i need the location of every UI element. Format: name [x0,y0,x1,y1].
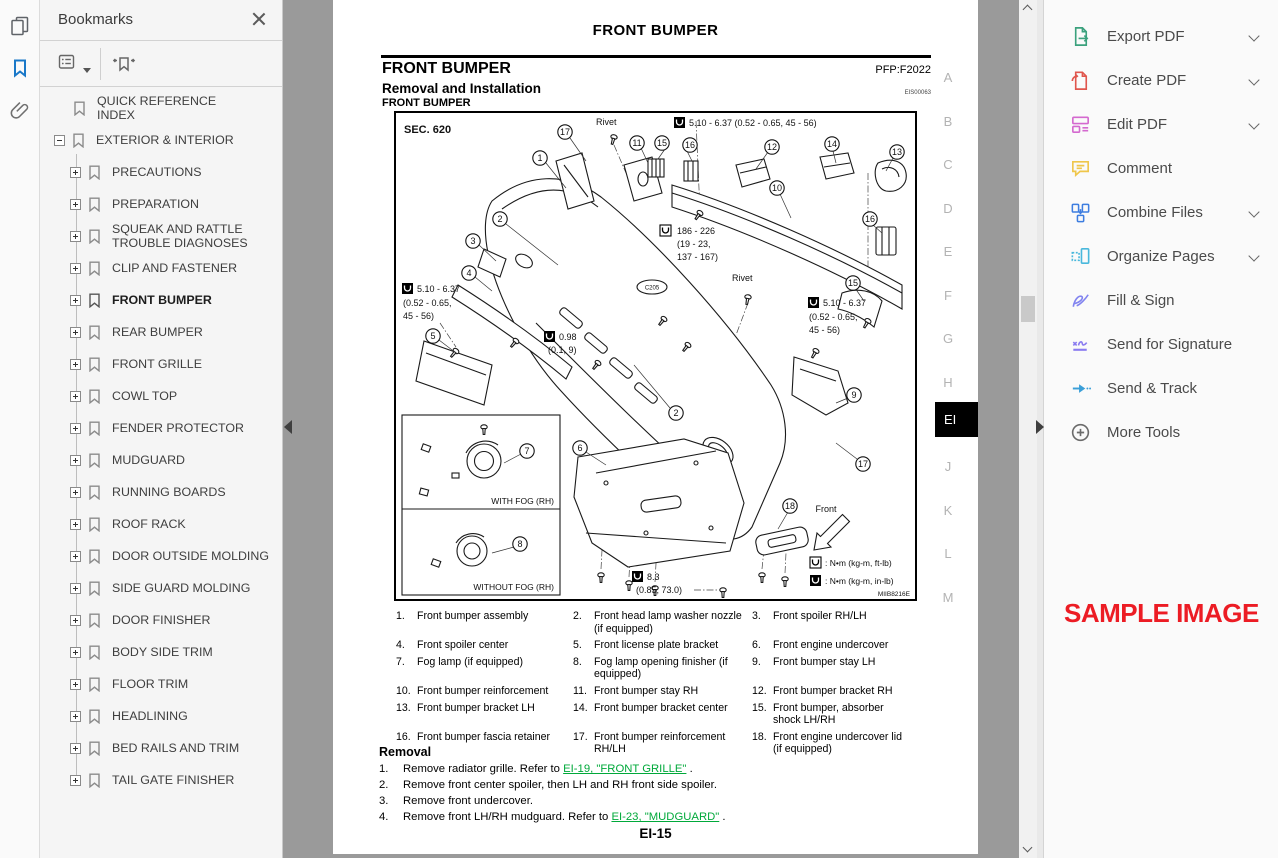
torque-spec: 186 - 226 [677,226,716,236]
part-name: Front engine undercover [773,639,889,652]
bookmark-item[interactable] [40,700,282,732]
tool-label: Combine Files [1107,203,1203,221]
tool-label: More Tools [1107,423,1181,441]
part-number: 5. [573,639,582,652]
part-name: Front bumper reinforcement [417,684,549,697]
tool-combine-files[interactable] [1044,190,1278,234]
bookmark-label: HEADLINING [112,708,188,723]
step-text-post: . [719,811,726,823]
index-letter: G [942,331,954,346]
part-entry [573,656,752,681]
bookmark-label: RUNNING BOARDS [112,484,226,499]
expand-plus-icon[interactable] [70,551,81,562]
step-number: 2. [379,779,389,791]
expand-current-bookmark-icon[interactable] [112,52,138,76]
bookmark-label: PREPARATION [112,196,199,211]
removal-heading: Removal [379,745,432,759]
callout-number: 3 [470,236,476,247]
step-text: Remove front center spoiler, then LH and RH front side spoiler. [403,779,717,791]
expand-plus-icon[interactable] [70,615,81,626]
bookmarks-toolbar [40,41,282,87]
expand-plus-icon[interactable] [70,359,81,370]
without-fog-caption: WITHOUT FOG (RH) [473,582,554,592]
bookmark-icon [88,421,101,436]
active-section-tab: EI [935,402,978,437]
torque-spec: (0.85, 73.0) [636,585,683,595]
bookmark-item[interactable] [40,220,282,252]
bookmark-label: FENDER PROTECTOR [112,420,244,435]
bookmark-icon [88,325,101,340]
bookmark-item[interactable] [40,412,282,444]
tool-edit-pdf[interactable] [1044,102,1278,146]
combine-files-icon [1069,201,1092,224]
close-icon[interactable] [250,10,268,28]
pdf-page [333,0,978,854]
callout-number: 16 [864,214,876,225]
page-header-title: FRONT BUMPER [592,22,719,39]
part-number: 8. [573,655,582,668]
expand-plus-icon[interactable] [70,775,81,786]
part-name: Front bumper bracket center [594,701,728,714]
part-number: 6. [752,639,761,652]
callout-number: 2 [497,214,503,225]
part-entry [573,685,752,698]
torque-spec: (0.1, 9) [548,345,577,355]
removal-step [379,761,924,777]
diagram-figure [396,113,915,599]
expand-plus-icon[interactable] [70,167,81,178]
pfp-code: PFP:F2022 [875,64,931,76]
tool-label: Create PDF [1107,71,1187,89]
expand-plus-icon[interactable] [70,487,81,498]
index-letter: D [943,200,953,216]
reference-link[interactable]: EI-23, "MUDGUARD" [611,811,720,823]
collapse-tools-arrow[interactable] [1036,420,1044,434]
tool-fill-sign[interactable] [1044,278,1278,322]
part-name: Front engine undercover lid (if equipped) [773,730,902,756]
subsection-sub: FRONT BUMPER [382,97,471,109]
part-entry [396,702,573,727]
bookmark-icon [88,645,101,660]
bookmark-label: DOOR FINISHER [112,612,211,627]
send-for-signature-icon [1069,333,1092,356]
bookmarks-header [40,0,282,41]
expand-plus-icon[interactable] [70,583,81,594]
bookmark-label: COWL TOP [112,388,178,403]
collapse-bookmarks-arrow[interactable] [284,420,292,434]
expand-plus-icon[interactable] [70,455,81,466]
part-number: 13. [396,701,411,714]
bookmark-label: CLIP AND FASTENER [112,260,238,275]
part-number: 18. [752,730,767,743]
front-direction-label: Front [815,504,837,514]
tool-organize-pages[interactable] [1044,234,1278,278]
bookmark-icon [88,773,101,788]
comment-icon [1069,157,1092,180]
part-entry [752,639,921,652]
torque-spec: 5.10 - 6.37 (0.52 - 0.65, 45 - 56) [689,118,817,128]
torque-spec: 137 - 167) [677,252,719,262]
bookmarks-panel [40,0,283,858]
part-number: 11. [573,684,587,697]
part-number: 15. [752,701,767,714]
scrollbar-thumb[interactable] [1021,296,1035,322]
tool-label: Comment [1107,159,1173,177]
index-letter: K [943,502,953,518]
part-number: 7. [396,655,405,668]
bookmark-label: EXTERIOR & INTERIOR [96,132,234,147]
tools-panel [1043,0,1278,858]
bookmark-icon [88,517,101,532]
bookmark-item[interactable] [40,732,282,764]
part-number: 4. [396,639,405,652]
page-number: EI-15 [639,826,672,841]
fill-sign-icon [1069,289,1092,312]
torque-spec: 8.3 [647,572,660,582]
expand-plus-icon[interactable] [70,263,81,274]
removal-step [379,809,924,825]
bookmark-label: FLOOR TRIM [112,676,189,691]
part-name: Front bumper fascia retainer [417,730,551,743]
tool-more-tools[interactable] [1044,410,1278,454]
legend-ftlb: : N•m (kg-m, ft-lb) [825,558,892,568]
torque-spec: 45 - 56) [403,311,435,321]
chevron-down-icon[interactable] [1248,30,1259,41]
callout-number: 10 [771,183,783,194]
expand-plus-icon[interactable] [70,327,81,338]
bookmark-label: PRECAUTIONS [112,164,202,179]
index-letter: C [943,157,953,172]
rivet-label-mid: Rivet [732,273,753,283]
part-entry [573,639,752,652]
removal-step [379,777,924,793]
expand-plus-icon[interactable] [70,199,81,210]
part-name: Front spoiler RH/LH [773,610,867,622]
more-tools-icon [1069,421,1092,444]
tool-label: Organize Pages [1107,247,1215,265]
callout-number: 2 [673,408,679,419]
torque-spec: (0.52 - 0.65, [809,312,858,322]
parts-list [396,610,921,760]
bookmarks-icon[interactable] [8,56,32,80]
bookmark-item[interactable] [40,316,282,348]
bookmark-icon [88,741,101,756]
bookmark-label: ROOF RACK [112,516,186,531]
callout-number: 15 [847,278,859,289]
bookmark-label: BODY SIDE TRIM [112,644,213,659]
expand-plus-icon[interactable] [70,519,81,530]
bookmark-icon [72,133,85,148]
callout-number: 11 [632,138,642,149]
toolbar-divider [100,48,101,80]
tool-label: Send for Signature [1107,335,1233,353]
tool-export-pdf[interactable] [1044,14,1278,58]
bookmark-item[interactable] [40,188,282,220]
part-entry [752,685,921,698]
bookmark-item[interactable] [40,636,282,668]
expand-plus-icon[interactable] [70,711,81,722]
bookmark-icon [88,485,101,500]
tool-label: Edit PDF [1107,115,1168,133]
bookmark-item[interactable] [40,764,282,796]
bookmark-item[interactable] [40,604,282,636]
step-number: 4. [379,811,389,823]
index-letter: F [944,287,952,303]
part-entry [752,656,921,681]
bookmark-item[interactable] [40,284,282,316]
part-number: 12. [752,684,767,697]
part-name: Front bumper stay LH [773,655,876,668]
bookmark-label: FRONT GRILLE [112,356,202,371]
bookmark-label: DOOR OUTSIDE MOLDING [112,548,269,563]
subsection-title: Removal and Installation [382,81,542,96]
with-fog-caption: WITH FOG (RH) [491,496,554,506]
vertical-scrollbar[interactable] [1019,0,1037,858]
part-entry [752,610,921,635]
bookmark-icon [88,197,101,212]
part-number: 17. [573,730,588,743]
step-text-post: . [686,763,693,775]
bookmark-item[interactable] [40,476,282,508]
part-name: Front bumper reinforcement RH/LH [594,730,726,756]
part-number: 9. [752,655,761,668]
scroll-down-icon[interactable] [1023,843,1033,853]
torque-spec: (19 - 23, [677,239,711,249]
edit-pdf-icon [1069,113,1092,136]
bookmark-item[interactable] [40,444,282,476]
connector-label: C205 [644,285,660,292]
callout-number: 7 [524,446,530,457]
expand-plus-icon[interactable] [70,295,81,306]
organize-pages-icon [1069,245,1092,268]
part-number: 2. [573,610,582,622]
tool-create-pdf[interactable] [1044,58,1278,102]
expand-plus-icon[interactable] [70,743,81,754]
torque-spec: 5.10 - 6.37 [823,298,867,308]
index-letter: M [942,589,954,605]
chevron-down-icon[interactable] [1248,250,1259,261]
bookmark-item[interactable] [40,92,282,124]
part-name: Front spoiler center [417,639,509,652]
section-index-letters [934,56,962,404]
bookmark-item[interactable] [40,348,282,380]
callout-number: 9 [851,390,857,401]
rivet-label-top: Rivet [596,117,617,127]
doc-id: EIS00063 [904,90,931,96]
removal-section [379,745,924,825]
part-name: Front bumper stay RH [594,684,699,697]
bookmark-options-icon[interactable] [57,52,83,76]
chevron-down-icon[interactable] [1248,74,1259,85]
bookmark-icon [88,613,101,628]
callout-number: 8 [517,539,523,550]
part-entry [573,610,752,635]
torque-spec: 45 - 56) [809,325,841,335]
step-text: Remove front LH/RH mudguard. Refer to [403,811,612,823]
part-name: Front bumper bracket RH [773,684,893,697]
legend-inlb: : N•m (kg-m, in-lb) [825,576,894,586]
bookmark-icon [88,261,101,276]
part-entry [396,610,573,635]
part-name: Front head lamp washer nozzle (if equipped) [594,610,742,635]
part-entry [396,656,573,681]
index-letter: A [943,70,953,85]
callout-number: 15 [656,138,668,149]
part-name: Front bumper bracket LH [417,701,535,714]
torque-spec: (0.52 - 0.65, [403,298,452,308]
callout-number: 16 [684,140,696,151]
bookmark-icon [88,389,101,404]
bookmark-item[interactable] [40,572,282,604]
header-rule [381,55,931,58]
index-letter: L [944,546,952,561]
torque-spec: 5.10 - 6.37 [417,284,461,294]
chevron-down-icon[interactable] [83,60,91,78]
part-entry [573,702,752,727]
bookmark-icon [73,101,86,116]
removal-step [379,793,924,809]
bookmark-item[interactable] [40,668,282,700]
callout-number: 18 [784,501,796,512]
bookmark-label: REAR BUMPER [112,324,203,339]
bookmark-icon [88,453,101,468]
page-thumbnails-icon[interactable] [8,14,32,38]
index-letter: B [943,113,953,129]
bookmark-label: TAIL GATE FINISHER [112,772,235,787]
part-name: Fog lamp opening finisher (if equipped) [594,655,728,681]
expand-plus-icon[interactable] [70,391,81,402]
tool-comment[interactable] [1044,146,1278,190]
section-title: FRONT BUMPER [382,60,511,77]
left-icon-rail [0,0,40,858]
expand-plus-icon[interactable] [70,679,81,690]
bookmark-icon [88,677,101,692]
tool-label: Export PDF [1107,27,1185,45]
part-number: 16. [396,730,411,743]
part-number: 3. [752,610,761,622]
bookmarks-panel-title: Bookmarks [58,11,134,28]
index-letter: E [943,244,953,259]
part-name: Front bumper assembly [417,610,529,622]
part-name: Fog lamp (if equipped) [417,655,523,668]
export-pdf-icon [1069,25,1092,48]
bookmark-label: FRONT BUMPER [112,292,212,307]
callout-number: 1 [537,153,543,164]
callout-number: 14 [826,139,838,150]
reference-link[interactable]: EI-19, "FRONT GRILLE" [563,763,687,775]
tool-label: Fill & Sign [1107,291,1175,309]
callout-number: 17 [559,127,571,138]
part-name: Front license plate bracket [594,639,719,652]
bookmark-item[interactable] [40,380,282,412]
scroll-up-icon[interactable] [1023,5,1033,15]
bookmarks-tree [40,92,282,796]
index-letter: H [943,374,953,390]
part-number: 1. [396,610,405,622]
part-name: Front bumper, absorber shock LH/RH [773,701,884,727]
bookmark-icon [88,293,101,308]
tool-send-track[interactable] [1044,366,1278,410]
part-entry [396,685,573,698]
torque-spec: 0.98 [559,332,577,342]
bookmark-icon [88,229,101,244]
callout-number: 13 [891,147,903,158]
callout-number: 17 [857,459,869,470]
part-number: 14. [573,701,588,714]
bookmark-icon [88,357,101,372]
bookmark-item[interactable] [40,156,282,188]
exploded-diagram [394,111,917,601]
callout-number: 12 [766,142,778,153]
bookmark-item[interactable] [40,508,282,540]
sec-label: SEC. 620 [404,124,452,136]
step-text: Remove radiator grille. Refer to [403,763,564,775]
bookmark-icon [88,709,101,724]
chevron-down-icon[interactable] [1248,118,1259,129]
callout-number: 4 [466,268,472,279]
callout-number: 6 [577,443,583,454]
tool-send-for-signature[interactable] [1044,322,1278,366]
bookmark-item[interactable] [40,124,282,156]
bookmark-label: MUDGUARD [112,452,185,467]
step-text: Remove front undercover. [403,795,533,807]
chevron-down-icon[interactable] [1248,206,1259,217]
create-pdf-icon [1069,69,1092,92]
bookmark-item[interactable] [40,540,282,572]
part-number: 10. [396,684,411,697]
figure-code: MIIB8216E [877,591,910,598]
expand-plus-icon[interactable] [70,231,81,242]
bookmark-icon [88,581,101,596]
bookmark-label: BED RAILS AND TRIM [112,740,240,755]
tool-label: Send & Track [1107,379,1198,397]
part-entry [396,639,573,652]
expand-plus-icon[interactable] [70,423,81,434]
callout-number: 5 [430,331,436,342]
bookmark-icon [88,549,101,564]
expand-plus-icon[interactable] [70,647,81,658]
bookmark-label: SIDE GUARD MOLDING [112,580,251,595]
bookmark-item[interactable] [40,252,282,284]
section-index-letters [934,445,962,619]
part-entry [752,702,921,727]
index-letter: J [944,459,952,474]
bookmark-label: SQUEAK AND RATTLE TROUBLE DIAGNOSES [112,221,248,250]
collapse-minus-icon[interactable] [54,135,65,146]
bookmark-label: QUICK REFERENCE INDEX [97,93,217,122]
bookmark-icon [88,165,101,180]
step-number: 1. [379,763,389,775]
sample-image-watermark: SAMPLE IMAGE [1064,598,1259,628]
step-number: 3. [379,795,389,807]
send-track-icon [1069,377,1092,400]
attachments-icon[interactable] [8,98,32,122]
